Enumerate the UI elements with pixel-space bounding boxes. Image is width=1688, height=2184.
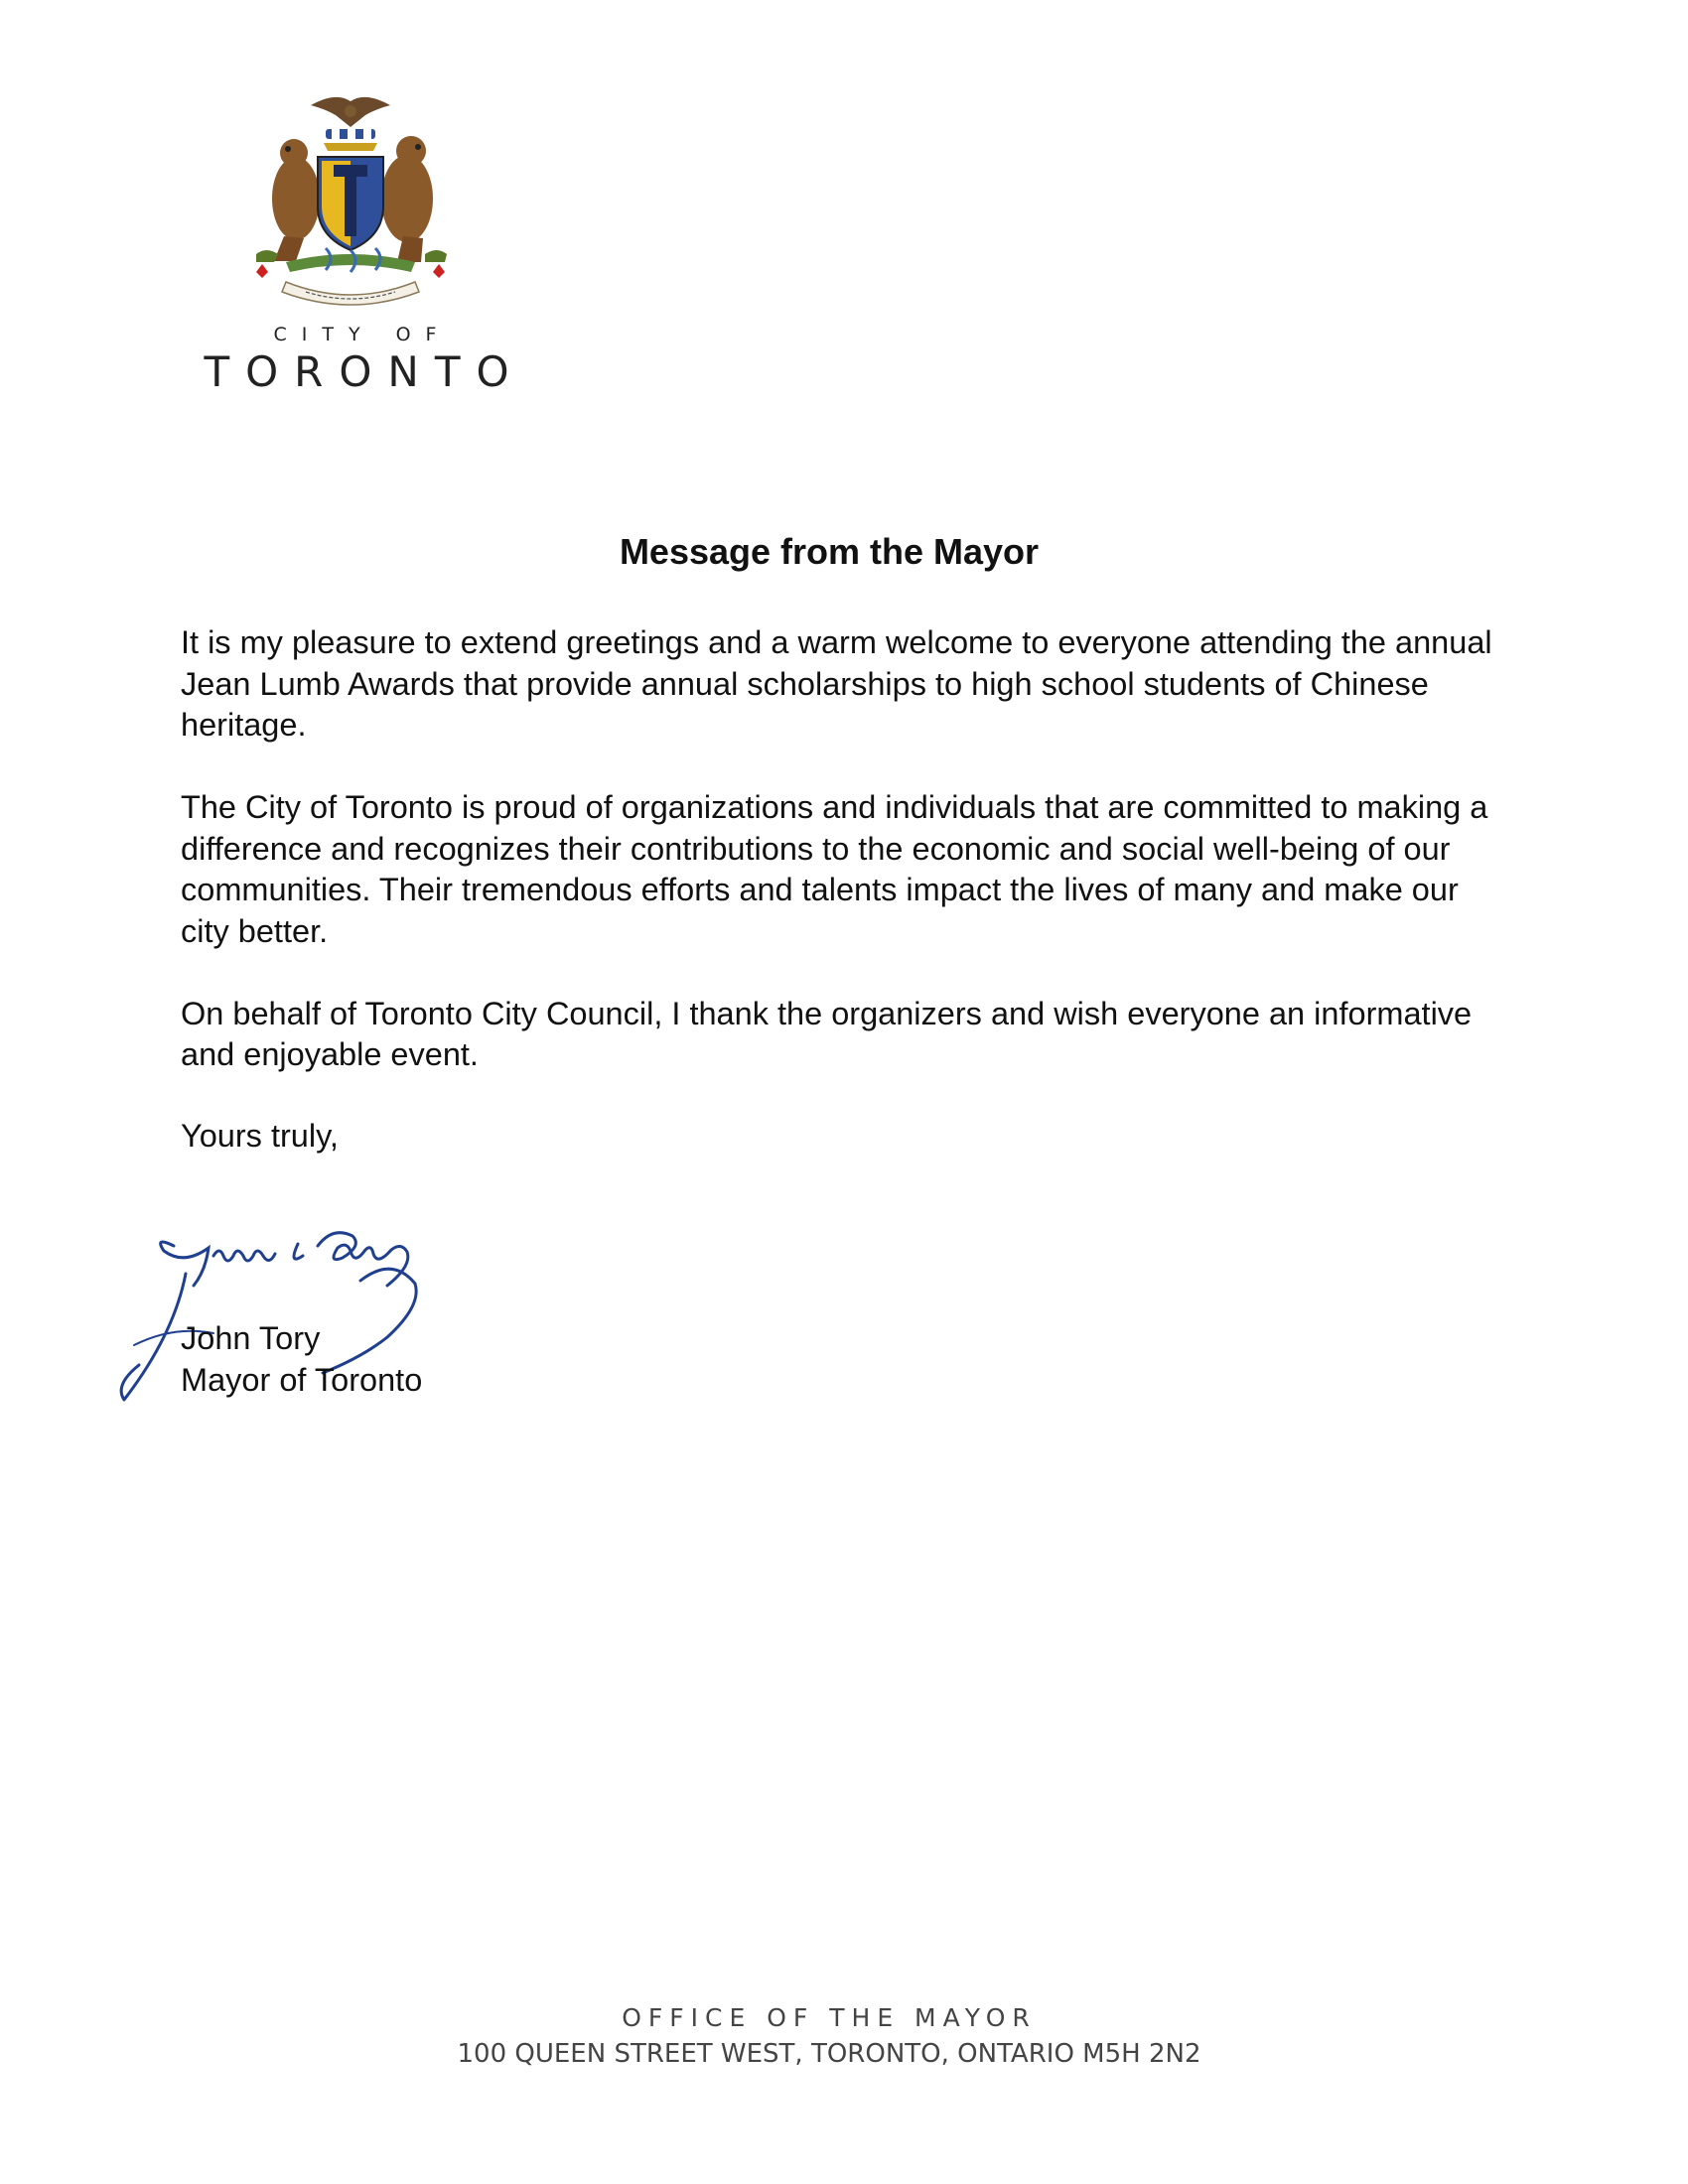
footer-address: 100 QUEEN STREET WEST, TORONTO, ONTARIO M5H 2N2 <box>457 2039 1201 2069</box>
signer-title: Mayor of Toronto <box>181 1362 423 1398</box>
letter-body <box>181 622 1501 1117</box>
body-paragraph: The City of Toronto is proud of organizations and individuals that are committed to making a difference and recognizes their contributions to the economic and social well-being of our communities. Their tremendous efforts and talents impact the lives of many and make our city better. <box>181 789 1488 949</box>
footer-office: OFFICE OF THE MAYOR <box>622 2003 1037 2032</box>
closing-text: Yours truly, <box>181 1118 339 1154</box>
body-paragraph: It is my pleasure to extend greetings and a warm welcome to everyone attending the annual Jean Lumb Awards that provide annual scholarships to high school students of Chinese heritage. <box>181 624 1492 743</box>
letterhead-city-of: CITY OF <box>273 324 452 345</box>
signer-name: John Tory <box>181 1320 321 1356</box>
letterhead-city-name: TORONTO <box>204 347 525 396</box>
coat-of-arms-icon <box>226 87 475 314</box>
page-title: Message from the Mayor <box>619 531 1040 572</box>
body-paragraph: On behalf of Toronto City Council, I thank the organizers and wish everyone an informative and enjoyable event. <box>181 995 1473 1072</box>
